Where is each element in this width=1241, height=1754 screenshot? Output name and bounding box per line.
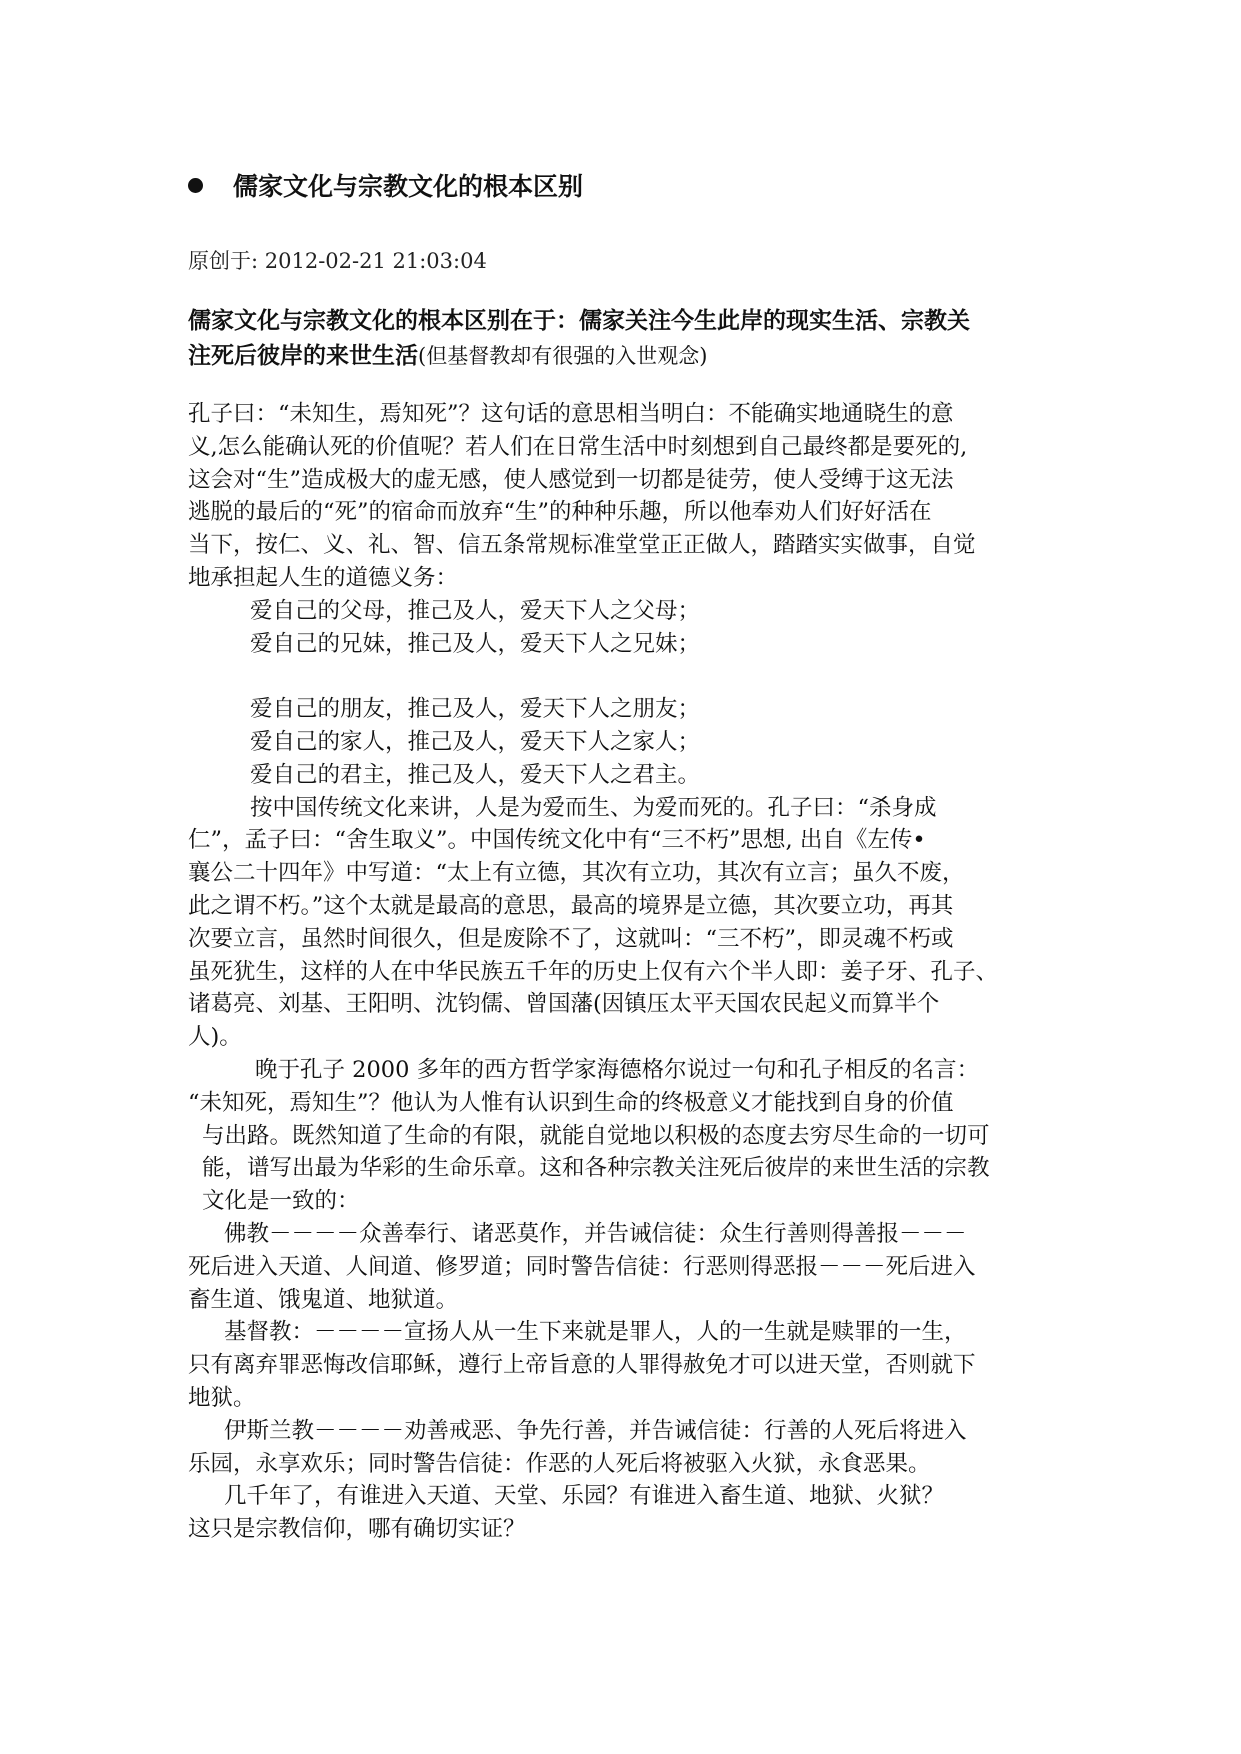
text-line: 人)。 <box>188 1024 242 1051</box>
text-line: 地承担起人生的道德义务： <box>188 564 459 591</box>
text-line: 这只是宗教信仰，哪有确切实证？ <box>188 1516 526 1543</box>
verse-line: 爱自己的朋友，推己及人，爱天下人之朋友； <box>250 696 701 723</box>
document-heading <box>188 165 583 205</box>
verse-line: 爱自己的君主，推己及人，爱天下人之君主。 <box>250 761 701 788</box>
summary-line <box>188 339 1068 374</box>
text-line: 乐园，永享欢乐；同时警告信徒：作恶的人死后将被驱入火狱，永食恶果。 <box>188 1450 931 1477</box>
text-line: 佛教－－－－众善奉行、诸恶莫作，并告诫信徒：众生行善则得善报－－－ <box>224 1220 967 1247</box>
text-line: 只有离弃罪恶悔改信耶稣，遵行上帝旨意的人罪得赦免才可以进天堂，否则就下 <box>188 1352 976 1379</box>
blank-line <box>188 660 1068 693</box>
text-line: 仁”，孟子曰：“舍生取义”。中国传统文化中有“三不朽”思想, 出自《左传• <box>188 827 926 854</box>
text-line: 地狱。 <box>188 1384 256 1411</box>
text-line: 虽死犹生，这样的人在中华民族五千年的历史上仅有六个半人即：姜子牙、孔子、 <box>188 958 999 985</box>
text-line: “未知死，焉知生”？他认为人惟有认识到生命的终极意义才能找到自身的价值 <box>188 1089 954 1116</box>
text-line: 晚于孔子 2000 多年的西方哲学家海德格尔说过一句和孔子相反的名言： <box>255 1056 980 1083</box>
text-line: 义,怎么能确认死的价值呢？若人们在日常生活中时刻想到自己最终都是要死的, <box>188 433 968 460</box>
text-line: 几千年了，有谁进入天道、天堂、乐园？有谁进入畜生道、地狱、火狱？ <box>224 1483 945 1510</box>
text-line: 文化是一致的： <box>202 1188 360 1215</box>
document-title: 儒家文化与宗教文化的根本区别 <box>233 172 584 201</box>
text-line: 按中国传统文化来讲，人是为爱而生、为爱而死的。孔子曰：“杀身成 <box>250 794 937 821</box>
body-text <box>188 398 1068 1546</box>
text-line: 次要立言，虽然时间很久，但是废除不了，这就叫：“三不朽”，即灵魂不朽或 <box>188 925 954 952</box>
text-line: 襄公二十四年》中写道：“太上有立德，其次有立功，其次有立言；虽久不废， <box>188 860 965 887</box>
text-line: 孔子曰：“未知生，焉知死”？这句话的意思相当明白：不能确实地通晓生的意 <box>188 401 954 427</box>
bullet-icon <box>188 178 203 193</box>
summary-paragraph <box>188 304 1068 374</box>
text-line: 诸葛亮、刘基、王阳明、沈钧儒、曾国藩(因镇压太平天国农民起义而算半个 <box>188 991 940 1018</box>
text-line: 能，谱写出最为华彩的生命乐章。这和各种宗教关注死后彼岸的来世生活的宗教 <box>202 1155 990 1182</box>
verse-line: 爱自己的兄妹，推己及人，爱天下人之兄妹； <box>250 630 701 657</box>
created-date: 原创于: 2012-02-21 21:03:04 <box>188 249 487 273</box>
summary-line: 儒家文化与宗教文化的根本区别在于：儒家关注今生此岸的现实生活、宗教关 <box>188 308 970 334</box>
text-line: 与出路。既然知道了生命的有限，就能自觉地以积极的态度去穷尽生命的一切可 <box>202 1122 990 1149</box>
text-line: 当下，按仁、义、礼、智、信五条常规标准堂堂正正做人，踏踏实实做事，自觉 <box>188 532 976 559</box>
text-line: 死后进入天道、人间道、修罗道；同时警告信徒：行恶则得恶报－－－死后进入 <box>188 1253 976 1280</box>
verse-line: 爱自己的父母，推己及人，爱天下人之父母； <box>250 597 701 624</box>
text-line: 逃脱的最后的“死”的宿命而放弃“生”的种种乐趣，所以他奉劝人们好好活在 <box>188 499 932 526</box>
summary-note: (但基督教却有很强的入世观念) <box>418 344 708 368</box>
summary-strong-text: 注死后彼岸的来世生活 <box>188 343 418 369</box>
verse-line: 爱自己的家人，推己及人，爱天下人之家人； <box>250 728 701 755</box>
text-line: 基督教：－－－－宣扬人从一生下来就是罪人，人的一生就是赎罪的一生， <box>224 1319 967 1346</box>
text-line: 此之谓不朽。”这个太就是最高的意思，最高的境界是立德，其次要立功，再其 <box>188 892 954 919</box>
text-line: 伊斯兰教－－－－劝善戒恶、争先行善，并告诫信徒：行善的人死后将进入 <box>224 1417 967 1444</box>
text-line: 这会对“生”造成极大的虚无感，使人感觉到一切都是徒劳，使人受缚于这无法 <box>188 466 954 493</box>
text-line: 畜生道、饿鬼道、地狱道。 <box>188 1286 459 1313</box>
